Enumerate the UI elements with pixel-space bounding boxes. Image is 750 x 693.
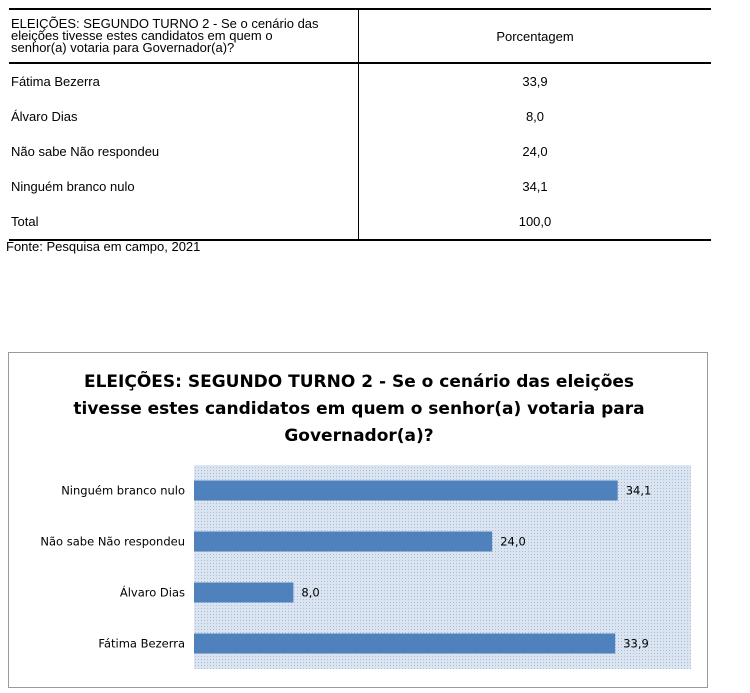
table-row	[9, 169, 711, 204]
question-line: eleições tivesse estes candidatos em quem o	[11, 28, 273, 43]
category-label: Ninguém branco nulo	[61, 483, 185, 498]
row-value: 100,0	[359, 204, 712, 240]
data-label: 8,0	[301, 585, 320, 600]
question-line: ELEIÇÕES: SEGUNDO TURNO 2 - Se o cenário das	[11, 16, 319, 31]
row-value: 33,9	[522, 74, 548, 89]
data-label: 33,9	[623, 636, 649, 651]
table-row	[9, 63, 711, 99]
row-value: 8,0	[525, 109, 545, 124]
results-table	[9, 8, 711, 241]
category-label: Fátima Bezerra	[98, 636, 185, 651]
row-value: 24,0	[522, 144, 548, 159]
source-note: Fonte: Pesquisa em campo, 2021	[6, 239, 201, 254]
bar	[194, 481, 618, 501]
chart-title	[69, 369, 649, 450]
chart-title-line: tivesse estes candidatos em quem o senhor(a) votaria para	[73, 399, 645, 419]
question-line: senhor(a) votaria para Governador(a)?	[11, 40, 235, 55]
bar	[194, 532, 492, 552]
bar	[194, 634, 615, 654]
category-label: Não sabe Não respondeu	[40, 534, 185, 549]
table-row-total	[9, 204, 711, 240]
chart-title-line: ELEIÇÕES: SEGUNDO TURNO 2 - Se o cenário das eleições	[83, 372, 635, 392]
table-row	[9, 99, 711, 134]
row-label: Ninguém branco nulo	[9, 169, 359, 204]
question-header	[9, 9, 359, 63]
bar-chart	[8, 352, 708, 688]
table-row	[9, 134, 711, 169]
bar	[194, 583, 293, 603]
row-label: Fátima Bezerra	[9, 63, 359, 99]
row-label: Não sabe Não respondeu	[9, 134, 359, 169]
row-label: Total	[9, 204, 359, 240]
data-label: 24,0	[500, 534, 526, 549]
row-label: Álvaro Dias	[9, 99, 359, 134]
data-label: 34,1	[625, 483, 652, 498]
percentage-header: Porcentagem	[359, 9, 712, 63]
category-label: Álvaro Dias	[119, 585, 185, 600]
row-value: 34,1	[522, 179, 548, 194]
chart-title-line: Governador(a)?	[284, 426, 434, 446]
